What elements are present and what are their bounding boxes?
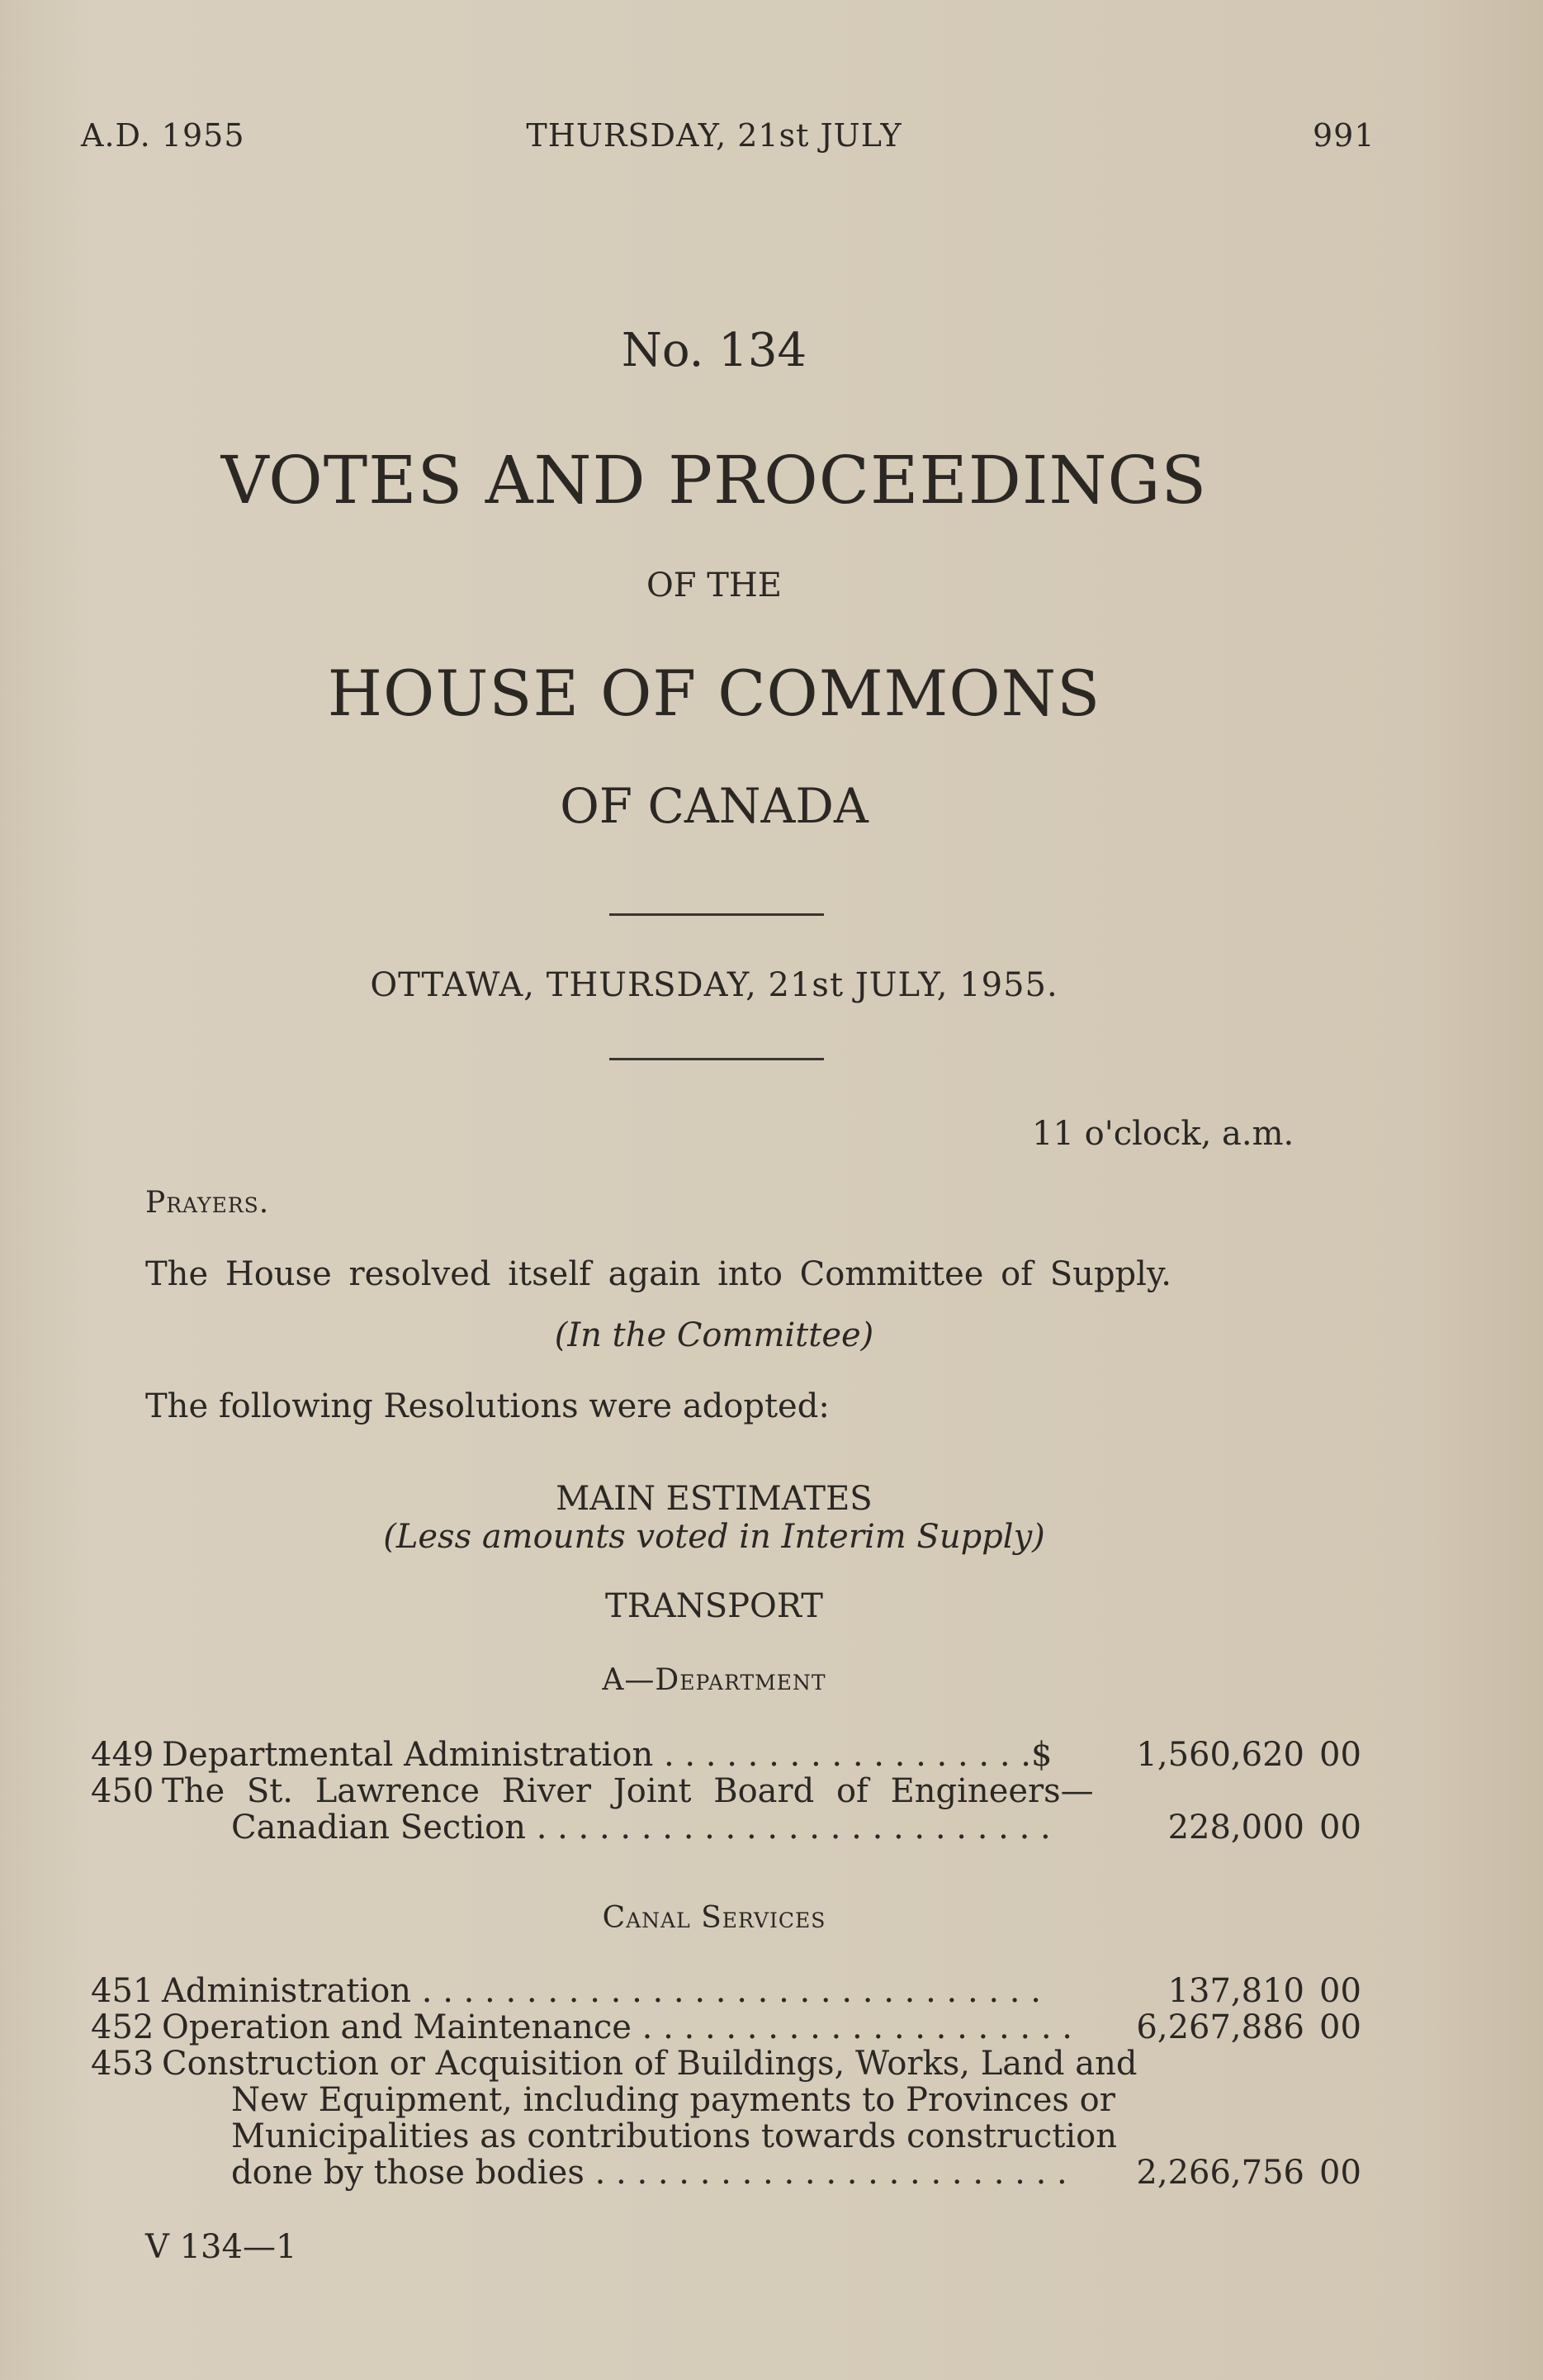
- item-number: 449: [91, 1736, 154, 1774]
- item-description: New Equipment, including payments to Provinces or: [231, 2081, 1115, 2119]
- item-amount: 137,810: [1167, 1972, 1304, 2010]
- item-amount: 2,266,756: [1136, 2154, 1304, 2192]
- item-amount: 228,000: [1167, 1809, 1304, 1847]
- item-number: 450: [91, 1772, 154, 1810]
- interim-supply-note: (Less amounts voted in Interim Supply): [383, 1518, 1045, 1556]
- item-description: The St. Lawrence River Joint Board of Engineers—: [162, 1772, 1094, 1810]
- title-of-the: OF THE: [646, 567, 783, 604]
- committee-paragraph: The House resolved itself again into Committee of Supply.: [145, 1255, 1171, 1293]
- item-number: 453: [91, 2045, 154, 2083]
- prayers-heading: Prayers.: [145, 1186, 270, 1220]
- item-description: Operation and Maintenance . . . . . . . . . . . . . . . . . . . . .: [162, 2008, 1072, 2046]
- transport-heading: TRANSPORT: [605, 1587, 823, 1625]
- item-number: 452: [91, 2008, 154, 2046]
- item-cents: 00: [1319, 1809, 1361, 1847]
- item-cents: 00: [1319, 1972, 1361, 2010]
- main-estimates-heading: MAIN ESTIMATES: [556, 1480, 873, 1518]
- title-votes-proceedings: VOTES AND PROCEEDINGS: [220, 442, 1208, 519]
- in-committee-note: (In the Committee): [554, 1316, 874, 1354]
- department-heading: A—Department: [602, 1663, 826, 1697]
- title-of-canada: OF CANADA: [560, 778, 869, 834]
- item-description: Construction or Acquisition of Buildings, Works, Land and: [162, 2045, 1138, 2083]
- item-cents: 00: [1319, 2008, 1361, 2046]
- item-description: Departmental Administration . . . . . . . . . . . . . . . . . .$: [162, 1736, 1053, 1774]
- title-house-of-commons: HOUSE OF COMMONS: [327, 657, 1101, 730]
- page-number: 991: [1313, 117, 1375, 154]
- item-description: Administration . . . . . . . . . . . . . . . . . . . . . . . . . . . . . .: [162, 1972, 1041, 2010]
- item-cents: 00: [1319, 1736, 1361, 1774]
- item-amount: 6,267,886: [1136, 2008, 1304, 2046]
- item-description: Canadian Section . . . . . . . . . . . . . . . . . . . . . . . . .: [231, 1809, 1051, 1847]
- canal-services-heading: Canal Services: [602, 1901, 826, 1935]
- resolutions-paragraph: The following Resolutions were adopted:: [145, 1387, 830, 1425]
- divider-rule: [609, 913, 824, 916]
- sitting-time: 11 o'clock, a.m.: [1032, 1115, 1295, 1153]
- header-year: A.D. 1955: [81, 117, 245, 154]
- item-description: Municipalities as contributions towards construction: [231, 2117, 1117, 2155]
- issue-number: No. 134: [621, 324, 807, 377]
- divider-rule: [609, 1058, 824, 1060]
- item-cents: 00: [1319, 2154, 1361, 2192]
- header-date: THURSDAY, 21st JULY: [526, 117, 902, 154]
- item-amount: 1,560,620: [1136, 1736, 1304, 1774]
- item-description: done by those bodies . . . . . . . . . . . . . . . . . . . . . . .: [231, 2154, 1067, 2192]
- item-number: 451: [91, 1972, 154, 2010]
- dateline: OTTAWA, THURSDAY, 21st JULY, 1955.: [370, 966, 1058, 1004]
- page-footer-signature: V 134—1: [145, 2228, 297, 2266]
